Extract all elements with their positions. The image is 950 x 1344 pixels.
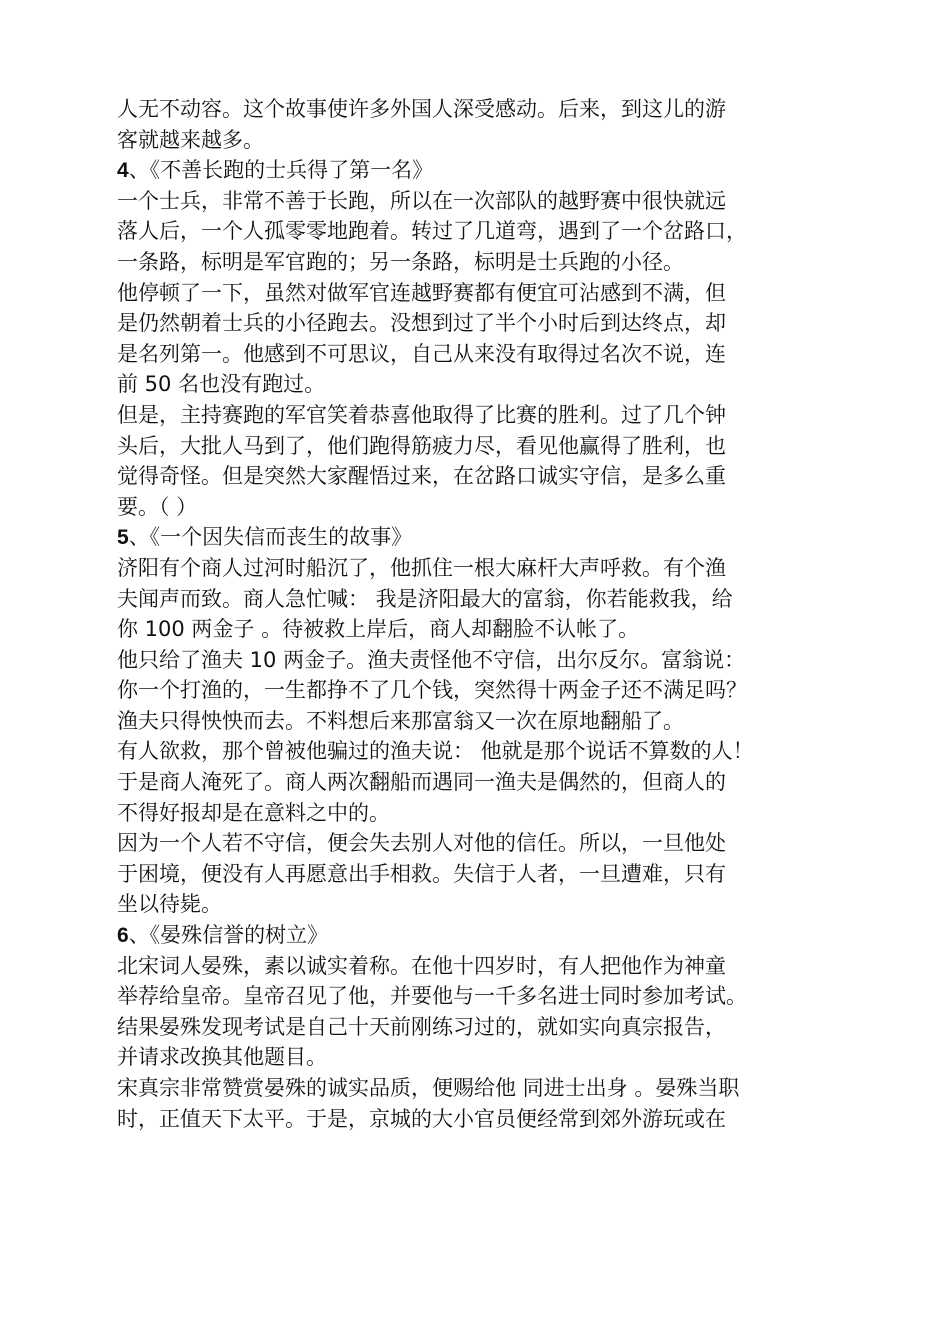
paragraph-line: 坐以待毙。 [117, 892, 222, 917]
heading-number: 6 [117, 924, 129, 948]
paragraph-line: 时，正值天下太平。于是，京城的大小官员便经常到郊外游玩或在 [117, 1106, 726, 1131]
paragraph-line: 因为一个人若不守信，便会失去别人对他的信任。所以，一旦他处 [117, 831, 726, 856]
paragraph-line: 举荐给皇帝。皇帝召见了他，并要他与一千多名进士同时参加考试。 [117, 984, 747, 1009]
paragraph-line: 你 100 两金子 。待被救上岸后，商人却翻脸不认帐了。 [117, 617, 640, 642]
paragraph-line: 是名列第一。他感到不可思议，自己从来没有取得过名次不说，连 [117, 341, 726, 366]
paragraph-line: 结果晏殊发现考试是自己十天前刚练习过的，就如实向真宗报告， [117, 1014, 726, 1039]
paragraph-line: 落人后，一个人孤零零地跑着。转过了几道弯，遇到了一个岔路口， [117, 219, 747, 244]
paragraph-line: 宋真宗非常赞赏晏殊的诚实品质，便赐给他 同进士出身 。晏殊当职 [117, 1076, 740, 1100]
paragraph-line: 渔夫只得怏怏而去。不料想后来那富翁又一次在原地翻船了。 [117, 708, 684, 733]
paragraph-line: 不得好报却是在意料之中的。 [117, 800, 390, 825]
paragraph-line: 一个士兵，非常不善于长跑，所以在一次部队的越野赛中很快就远 [117, 188, 726, 213]
paragraph-line: 于是商人淹死了。商人两次翻船而遇同一渔夫是偶然的，但商人的 [117, 770, 726, 795]
paragraph-line: 人无不动容。这个故事使许多外国人深受感动。后来，到这儿的游 [117, 97, 726, 121]
paragraph-line: 北宋词人晏殊，素以诚实着称。在他十四岁时，有人把他作为神童 [117, 953, 726, 978]
paragraph-line: 济阳有个商人过河时船沉了，他抓住一根大麻杆大声呼救。有个渔 [117, 555, 726, 580]
paragraph-line: 前 50 名也没有跑过。 [117, 372, 326, 397]
paragraph-line: 于困境，便没有人再愿意出手相救。失信于人者，一旦遭难，只有 [117, 861, 726, 886]
story-heading-6 [117, 920, 857, 951]
paragraph-line: 他只给了渔夫 10 两金子。渔夫责怪他不守信，出尔反尔。富翁说： [117, 647, 746, 672]
paragraph-line: 但是，主持赛跑的军官笑着恭喜他取得了比赛的胜利。过了几个钟 [117, 402, 726, 427]
paragraph-line: 要。（ ） [117, 494, 198, 519]
paragraph-line: 有人欲救，那个曾被他骗过的渔夫说： 他就是那个说话不算数的人！ [117, 739, 754, 764]
heading-number: 5 [117, 526, 129, 550]
paragraph-line: 一条路，标明是军官跑的；另一条路，标明是士兵跑的小径。 [117, 249, 684, 274]
paragraph-line: 头后，大批人马到了，他们跑得筋疲力尽，看见他赢得了胜利，也 [117, 433, 726, 458]
paragraph-line: 觉得奇怪。但是突然大家醒悟过来，在岔路口诚实守信，是多么重 [117, 464, 726, 489]
paragraph-line: 夫闻声而致。商人急忙喊： 我是济阳最大的富翁，你若能救我，给 [117, 586, 733, 611]
story-heading-5 [117, 522, 857, 553]
paragraph-line: 他停顿了一下，虽然对做军官连越野赛都有便宜可沾感到不满，但 [117, 280, 726, 305]
heading-number: 4 [117, 159, 129, 183]
document-body [117, 94, 857, 1134]
paragraph-line: 客就越来越多。 [117, 127, 264, 152]
story-heading-4 [117, 155, 857, 186]
heading-title: 、《晏殊信誉的树立》 [128, 923, 329, 948]
paragraph-line: 你一个打渔的，一生都挣不了几个钱，突然得十两金子还不满足吗？ [117, 678, 747, 703]
paragraph-line: 是仍然朝着士兵的小径跑去。没想到过了半个小时后到达终点，却 [117, 311, 726, 336]
heading-title: 、《一个因失信而丧生的故事》 [128, 525, 413, 550]
heading-title: 、《不善长跑的士兵得了第一名》 [128, 158, 434, 183]
paragraph-line: 并请求改换其他题目。 [117, 1045, 327, 1070]
